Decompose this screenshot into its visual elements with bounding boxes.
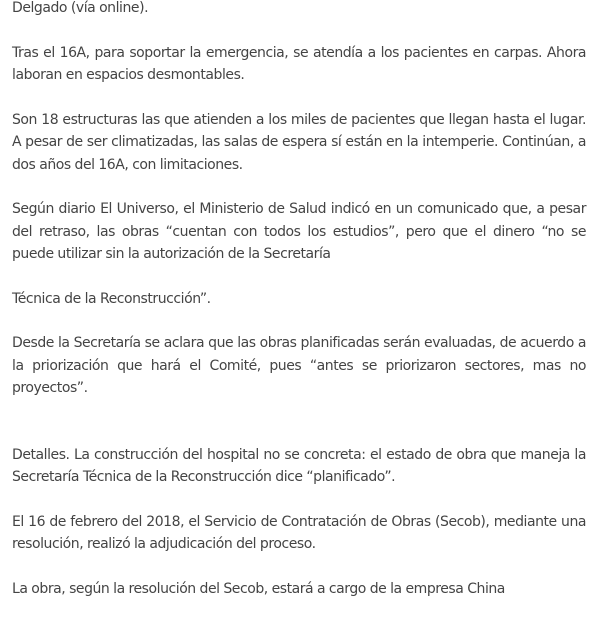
paragraph-details: Detalles. La construcción del hospital no se concreta: el estado de obra que maneja la Secretaría Técnica de la Reconstrucción dice “planificado”.	[12, 446, 586, 485]
paragraph-structures: Son 18 estructuras las que atienden a los miles de pacientes que llegan hasta el lugar. A pesar de ser climatizadas, las salas de espera sí están en la intemperie. Continúan, a dos años del 16A, con limitaciones.	[12, 111, 586, 173]
paragraph-spacer	[12, 422, 586, 444]
paragraph-source: Delgado (vía online).	[12, 0, 149, 16]
paragraph-ministry: Según diario El Universo, el Ministerio de Salud indicó en un comunicado que, a pesar del retraso, las obras “cuentan con todos los estudios”, pero que el dinero “no se puede utilizar sin la autorización de la Secretaría	[12, 201, 586, 262]
article-body	[12, 0, 586, 622]
paragraph-secob-date: El 16 de febrero del 2018, el Servicio de Contratación de Obras (Secob), mediante una resolución, realizó la adjudicación del proceso.	[12, 513, 586, 552]
paragraph-secretaria: Desde la Secretaría se aclara que las obras planificadas serán evaluadas, de acuerdo a la priorización que hará el Comité, pues “antes se priorizaron sectores, mas no proyectos”.	[12, 335, 586, 396]
paragraph-company: La obra, según la resolución del Secob, estará a cargo de la empresa China	[12, 580, 505, 597]
paragraph-reconstruction: Técnica de la Reconstrucción”.	[12, 290, 211, 307]
paragraph-tents: Tras el 16A, para soportar la emergencia, se atendía a los pacientes en carpas. Ahora laboran en espacios desmontables.	[12, 44, 586, 83]
